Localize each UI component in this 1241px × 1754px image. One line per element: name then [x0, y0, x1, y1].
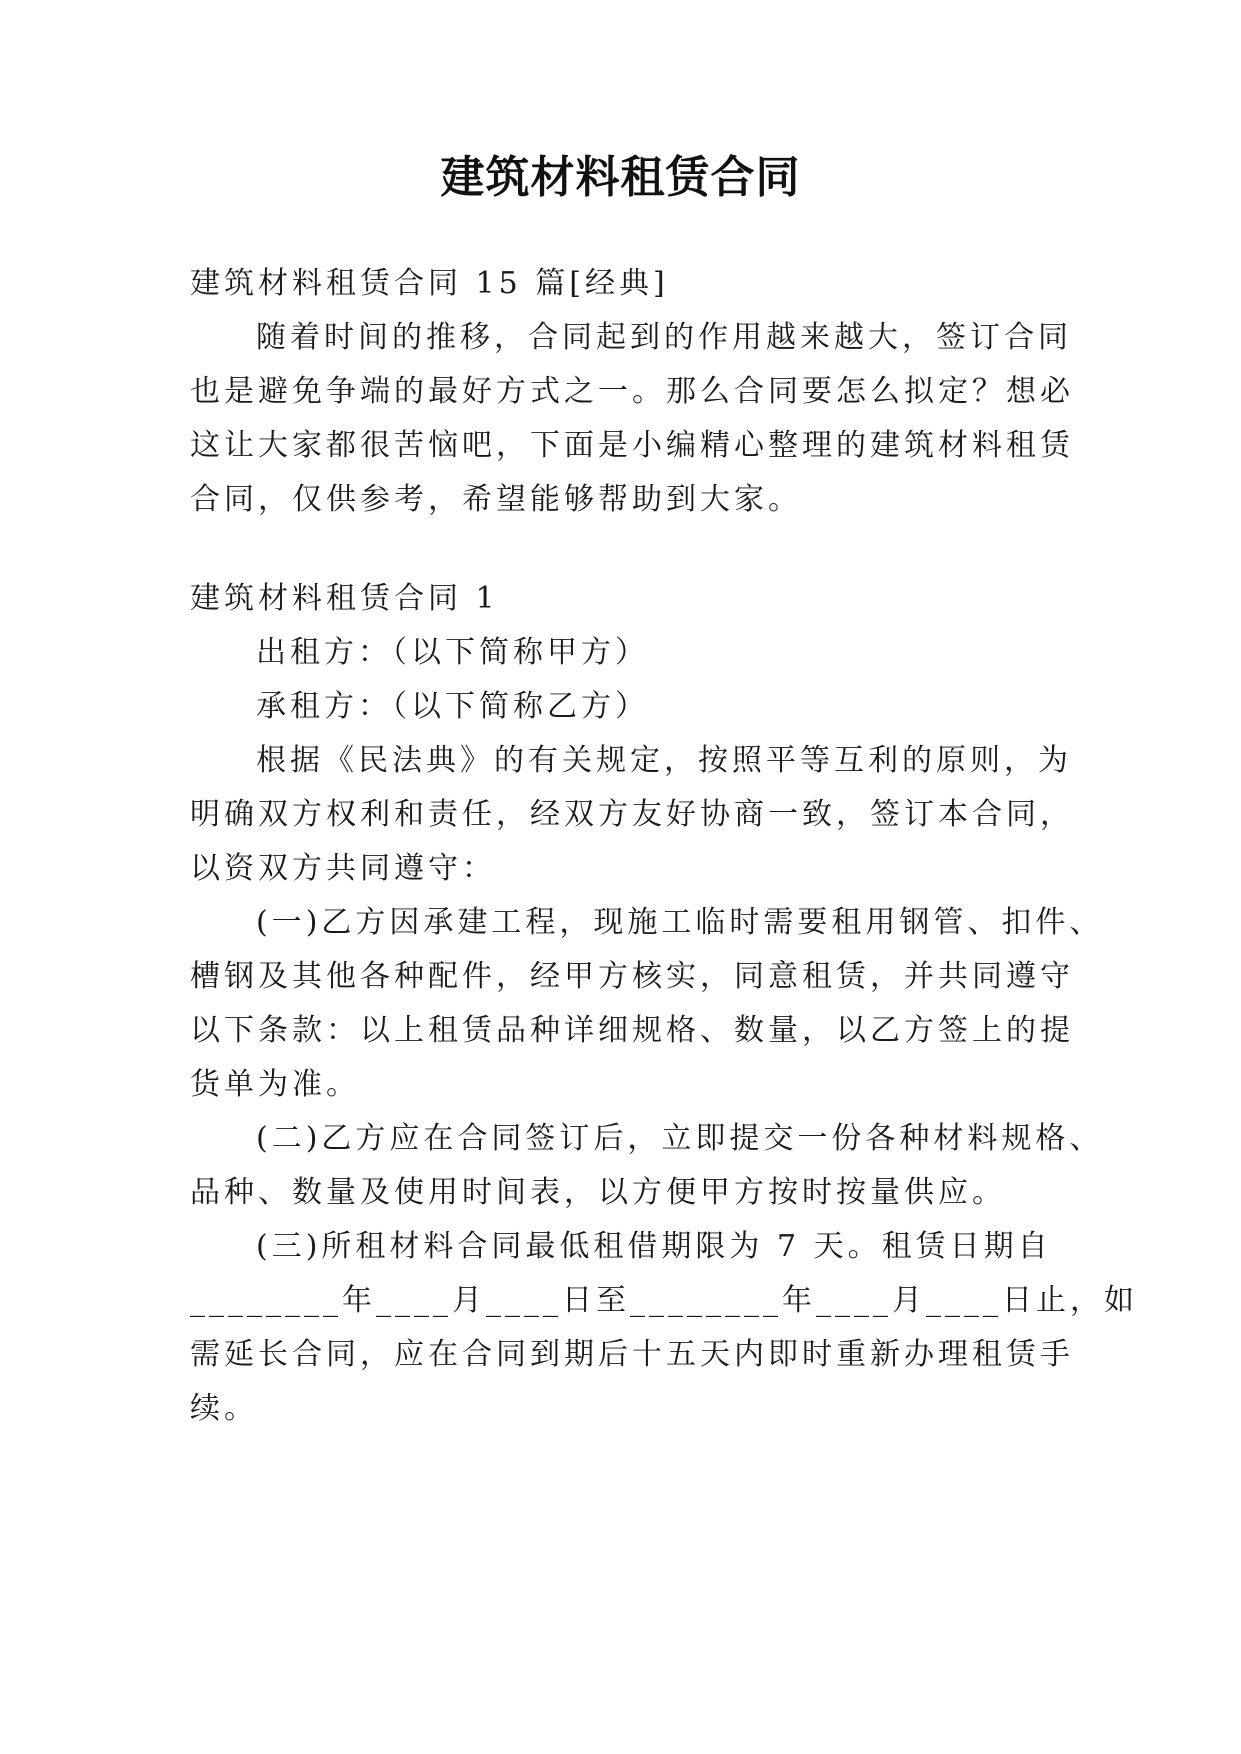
intro-line: 随着时间的推移，合同起到的作用越来越大，签订合同 — [256, 320, 1072, 355]
lessor-line: 出租方：（以下简称甲方） — [256, 635, 649, 670]
preamble-line: 明确双方权利和责任，经双方友好协商一致，签订本合同， — [190, 797, 1074, 832]
preamble-line: 以资双方共同遵守： — [190, 851, 496, 886]
clause-3-line: 续。 — [190, 1391, 258, 1426]
clause-2-line: (二)乙方应在合同签订后，立即提交一份各种材料规格、 — [256, 1121, 1104, 1156]
lessee-line: 承租方：（以下简称乙方） — [256, 689, 649, 724]
clause-3-line: 需延长合同，应在合同到期后十五天内即时重新办理租赁手 — [190, 1337, 1074, 1372]
intro-line: 这让大家都很苦恼吧，下面是小编精心整理的建筑材料租赁 — [190, 428, 1074, 463]
page-title: 建筑材料租赁合同 — [440, 152, 801, 203]
clause-1-line: 以下条款：以上租赁品种详细规格、数量，以乙方签上的提 — [190, 1013, 1074, 1048]
clause-1-line: (一)乙方因承建工程，现施工临时需要租用钢管、扣件、 — [256, 905, 1104, 940]
clause-3-line: ________年____月____日至________年____月____日止，如 — [190, 1283, 1138, 1318]
clause-1-line: 货单为准。 — [190, 1067, 360, 1102]
section-heading: 建筑材料租赁合同 1 — [190, 581, 499, 616]
clause-1-line: 槽钢及其他各种配件，经甲方核实，同意租赁，并共同遵守 — [190, 959, 1074, 994]
document-subtitle: 建筑材料租赁合同 15 篇[经典] — [190, 266, 669, 301]
intro-line: 合同，仅供参考，希望能够帮助到大家。 — [190, 482, 802, 517]
clause-3-line: (三)所租材料合同最低租借期限为 7 天。租赁日期自 — [256, 1229, 1052, 1264]
intro-line: 也是避免争端的最好方式之一。那么合同要怎么拟定？想必 — [190, 374, 1074, 409]
clause-2-line: 品种、数量及使用时间表，以方便甲方按时按量供应。 — [190, 1175, 1006, 1210]
preamble-line: 根据《民法典》的有关规定，按照平等互利的原则，为 — [256, 743, 1072, 778]
